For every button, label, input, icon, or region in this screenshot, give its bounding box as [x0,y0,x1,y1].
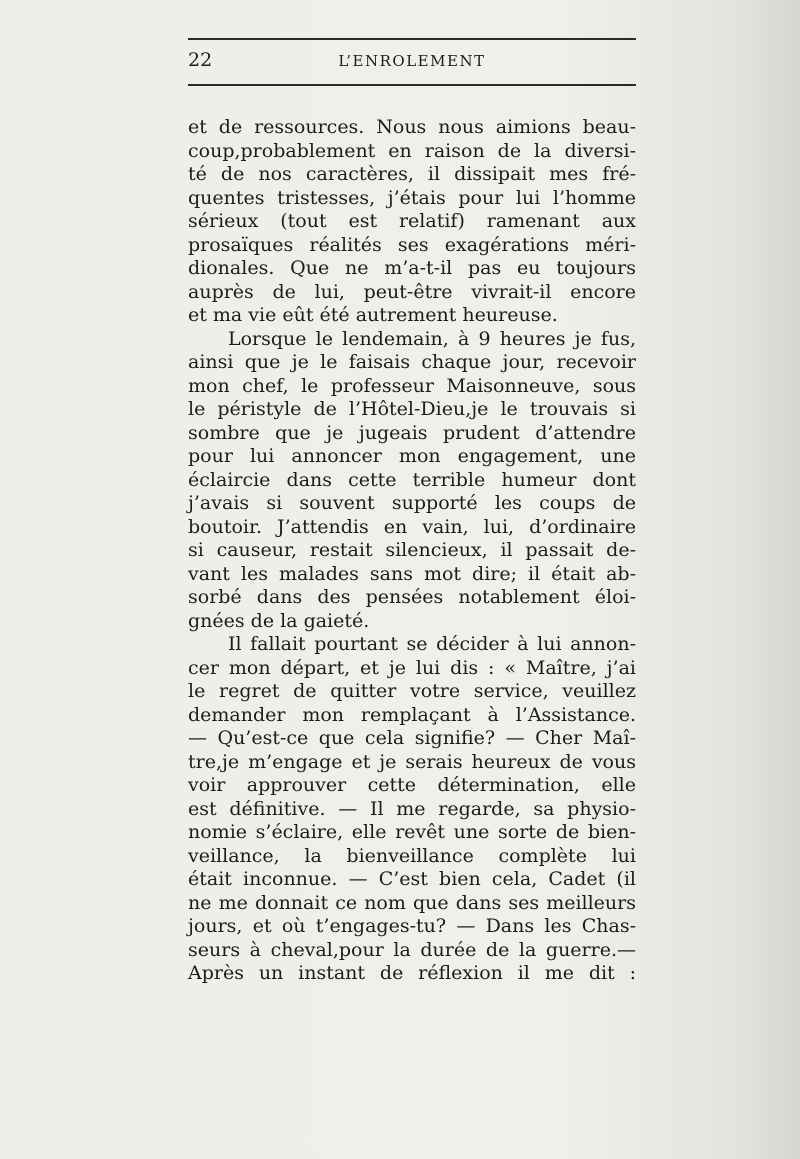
text-line: jours, et où t’engages-tu? — Dans les Chas- [188,915,636,937]
text-line: et ma vie eût été autrement heureuse. [188,304,558,326]
text-line: j’avais si souvent supporté les coups de [188,492,636,514]
text-line: et de ressources. Nous nous aimions beau- [188,116,636,138]
text-line: veillance, la bienveillance complète lui [188,844,636,867]
text-line: sombre que je jugeais prudent d’attendre [188,421,636,444]
text-line: tre,je m’engage et je serais heureux de vous [188,750,636,773]
text-line: nomie s’éclaire, elle revêt une sorte de bien- [188,821,636,843]
text-line: le regret de quitter votre service, veuillez [188,680,636,702]
text-line: auprès de lui, peut-être vivrait-il encore [188,280,636,303]
text-line: quentes tristesses, j’étais pour lui l’homme [188,186,636,209]
running-title: L’ENROLEMENT [338,52,486,70]
running-header [188,49,636,75]
text-line: seurs à cheval,pour la durée de la guerre.— [188,938,636,961]
text-line: Il fallait pourtant se décider à lui annon- [228,633,636,655]
text-line: té de nos caractères, il dissipait mes fré- [188,163,636,185]
text-line: voir approuver cette détermination, elle [188,774,636,796]
text-line: si causeur, restait silencieux, il passait de- [188,539,636,561]
text-line: ainsi que je le faisais chaque jour, recevoir [188,351,636,373]
text-line: Après un instant de réflexion il me dit : [188,962,636,984]
header-top-rule [188,38,636,40]
text-line: était inconnue. — C’est bien cela, Cadet (il [188,868,636,890]
text-line: boutoir. J’attendis en vain, lui, d’ordinaire [188,515,636,538]
text-line: demander mon remplaçant à l’Assistance. [188,703,636,726]
text-line: gnées de la gaieté. [188,609,370,632]
text-line: ne me donnait ce nom que dans ses meilleurs [188,891,636,914]
text-line: est définitive. — Il me regarde, sa physio- [188,797,636,820]
text-line: mon chef, le professeur Maisonneuve, sous [188,374,636,397]
text-line: coup,probablement en raison de la diversi- [188,139,636,162]
text-line: sérieux (tout est relatif) ramenant aux [188,210,636,232]
text-line: dionales. Que ne m’a-t-il pas eu toujours [188,257,636,279]
text-line: pour lui annoncer mon engagement, une [188,445,636,467]
text-line: Lorsque le lendemain, à 9 heures je fus, [228,327,636,350]
text-line: — Qu’est-ce que cela signifie? — Cher Maî- [188,727,636,749]
text-line: prosaïques réalités ses exagérations méri- [188,233,636,256]
text-line: cer mon départ, et je lui dis : « Maître, j’ai [188,656,636,679]
body-text [188,116,636,986]
text-line: le péristyle de l’Hôtel-Dieu,je le trouvais si [188,398,636,420]
text-line: sorbé dans des pensées notablement éloi- [188,586,636,608]
text-line: éclaircie dans cette terrible humeur dont [188,468,636,491]
text-line: vant les malades sans mot dire; il était ab- [188,562,636,585]
header-bottom-rule [188,84,636,86]
page-number: 22 [188,49,213,71]
